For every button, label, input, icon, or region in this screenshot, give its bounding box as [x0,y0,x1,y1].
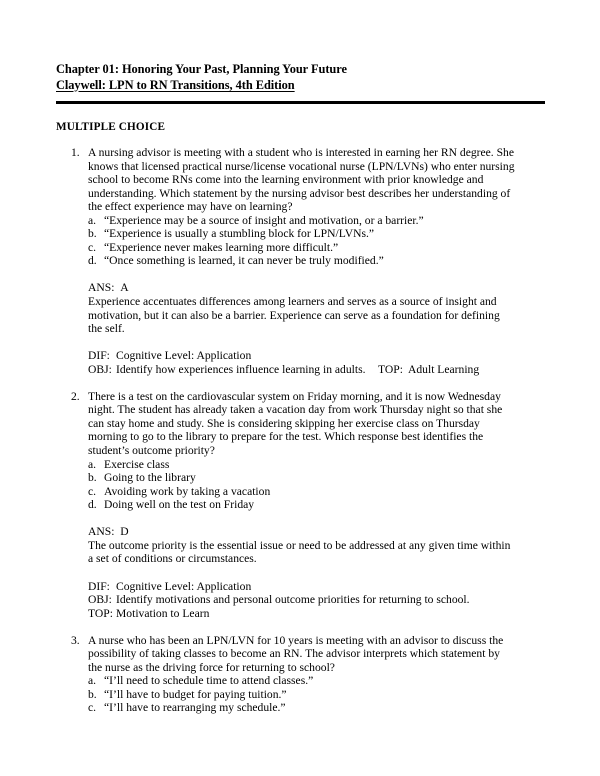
option-text: “I’ll have to budget for paying tuition.” [104,687,287,701]
option-letter: b. [88,471,97,485]
header-chapter-title: Chapter 01: Honoring Your Past, Planning Your Future [56,62,347,76]
document-header [56,62,546,93]
answer-option[interactable] [0,227,600,241]
option-letter: b. [88,227,97,241]
question-list [0,146,600,715]
option-letter: c. [88,240,97,254]
answer-option[interactable] [0,485,600,499]
metadata-dif-label: DIF: [88,579,110,593]
question-block [0,146,600,376]
question-number: 2. [71,389,80,403]
metadata-dif-line [88,349,600,363]
answer-option[interactable] [0,254,600,268]
spacer [0,620,600,634]
option-letter: d. [88,254,97,268]
question-stem-text: There is a test on the cardiovascular system on Friday morning, and it is now Wednesday night. The student has already taken a vacation day from work Thursday night so that she can stay home and study. She is considering skipping her exercise class on Thursday morning to go to the library to prepare for the test. Which response best identifies the student’s outcome priority? [88,389,503,458]
metadata-obj-label: OBJ: [88,593,112,607]
option-letter: a. [88,674,97,688]
answer-key-row [0,281,600,295]
question-stem-row [0,634,600,675]
answer-option[interactable] [0,701,600,715]
metadata-top-line [88,607,600,621]
question-metadata [0,349,600,376]
metadata-obj-value: Identify motivations and personal outcome priorities for returning to school. [116,593,470,607]
metadata-obj-label: OBJ: [88,362,112,376]
answer-key-label: ANS: [88,525,115,539]
metadata-dif-value: Cognitive Level: Application [116,349,252,363]
answer-key-value: D [120,525,129,539]
answer-option[interactable] [0,471,600,485]
question-stem-text: A nursing advisor is meeting with a student who is interested in earning her RN degree. She knows that licensed practical nurse/license vocational nurse (LPN/LVNs) who enter nursing school to become RNs come into the learning environment with prior knowledge and understanding. Which statement by the nursing advisor best describes her understanding of the effect experience may have on learning? [88,146,515,214]
option-text: Going to the library [104,471,196,485]
answer-option[interactable] [0,214,600,228]
spacer [0,566,600,580]
answer-rationale: The outcome priority is the essential issue or need to be addressed at any given time within a set of conditions or circumstances. [88,538,511,566]
answer-option[interactable] [0,458,600,472]
option-letter: a. [88,457,97,471]
spacer [0,268,600,282]
option-letter: b. [88,687,97,701]
option-letter: c. [88,484,97,498]
option-text: “Experience never makes learning more difficult.” [104,240,339,254]
answer-option[interactable] [0,498,600,512]
question-stem-row [0,390,600,458]
section-heading-multiple-choice: MULTIPLE CHOICE [56,121,166,133]
metadata-obj-value: Identify how experiences influence learning in adults. [116,362,366,376]
answer-rationale: Experience accentuates differences among learners and serves as a source of insight and motivation, but it can also be a barrier. Experience can serve as a foundation for defining the self. [88,295,500,336]
metadata-top-value: Adult Learning [408,362,480,376]
answer-key-label: ANS: [88,281,115,295]
spacer [0,376,600,390]
metadata-dif-value: Cognitive Level: Application [116,579,252,593]
spacer [0,512,600,526]
option-text: Exercise class [104,457,170,471]
option-letter: a. [88,213,97,227]
question-stem-text: A nurse who has been an LPN/LVN for 10 years is meeting with an advisor to discuss the possibility of taking classes to become an RN. The advisor interprets which statement by the nurse as the driving force for returning to school? [88,633,504,674]
header-book-title: Claywell: LPN to RN Transitions, 4th Edition [56,77,295,92]
question-block [0,634,600,715]
option-letter: c. [88,701,97,715]
option-text: “Experience is usually a stumbling block for LPN/LVNs.” [104,227,375,241]
metadata-dif-label: DIF: [88,349,110,363]
metadata-top-label: TOP: [88,606,113,620]
answer-option[interactable] [0,674,600,688]
metadata-obj-line [88,593,600,607]
header-divider-rule [56,101,545,104]
option-text: “I’ll need to schedule time to attend classes.” [104,674,314,688]
answer-key-row [0,525,600,539]
question-stem-row [0,146,600,214]
option-text: Avoiding work by taking a vacation [104,484,271,498]
option-text: “Once something is learned, it can never be truly modified.” [104,254,384,268]
option-letter: d. [88,498,97,512]
metadata-top-value: Motivation to Learn [116,606,210,620]
question-block [0,390,600,620]
question-metadata [0,580,600,621]
option-text: Doing well on the test on Friday [104,498,255,512]
question-number: 3. [71,633,80,647]
option-text: “Experience may be a source of insight and motivation, or a barrier.” [104,213,424,227]
metadata-top-inline [378,363,479,377]
metadata-top-label: TOP: [378,362,403,376]
answer-option[interactable] [0,241,600,255]
metadata-dif-line [88,580,600,594]
question-number: 1. [71,146,80,159]
answer-key-value: A [120,281,129,295]
spacer [0,336,600,350]
option-text: “I’ll have to rearranging my schedule.” [104,701,286,715]
metadata-obj-line [88,363,600,377]
answer-option[interactable] [0,688,600,702]
